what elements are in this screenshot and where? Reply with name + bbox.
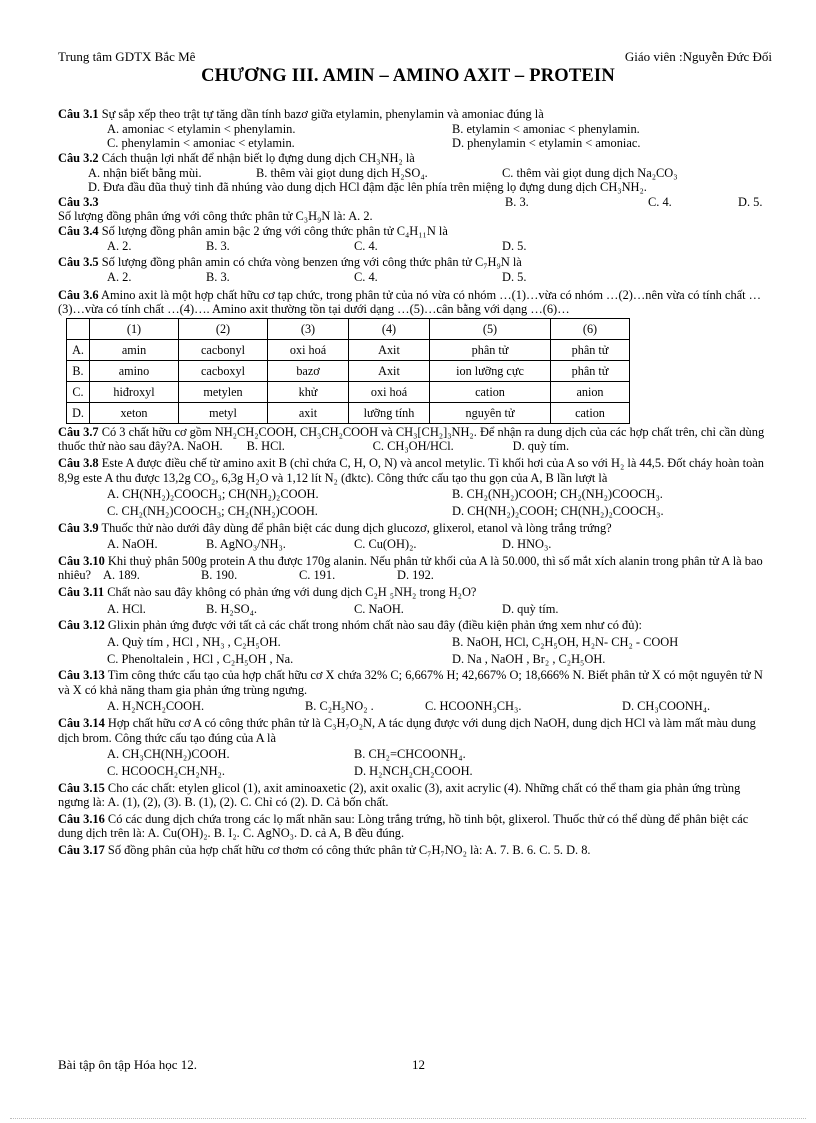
- option-c: C. 191.: [299, 568, 336, 583]
- question-stem: Số lượng đồng phân amin bậc 2 ứng với công thức phân tử C₄H₁₁N là: [98, 224, 448, 238]
- table-cell: hiđroxyl: [90, 381, 179, 402]
- question-3-3: [58, 195, 772, 224]
- table-cell: Axit: [349, 339, 430, 360]
- option-b: B. etylamin < amoniac < phenylamin.: [452, 121, 640, 136]
- question-stem: Sự sắp xếp theo trật tự tăng dần tính bazơ giữa etylamin, phenylamin và amoniac đúng là: [98, 107, 544, 121]
- option-b: B. thêm vài giọt dung dịch H₂SO₄.: [256, 165, 428, 180]
- table-cell: metylen: [179, 381, 268, 402]
- option-d: D. 192.: [397, 568, 434, 583]
- question-stem: Este A được điều chế từ amino axit B (chỉ chứa C, H, O, N) và ancol metylic. Tỉ khối hơi của A so với H₂ là 44,5. Đốt cháy hoàn toàn 8,9g este A thu được 13,2g CO₂, 6,3g H₂O và 1,12 lít N₂ (đktc). Công thức cấu tạo thu gọn của A, B lần lượt là: [58, 456, 764, 485]
- question-number: Câu 3.11: [58, 585, 105, 599]
- question-3-2: [58, 151, 772, 195]
- question-number: Câu 3.8: [58, 456, 99, 470]
- question-stem: Amino axit là một hợp chất hữu cơ tạp chức, trong phân tử của nó vừa có nhóm …(1)…vừa có nhóm …(2)…nên vừa có tính chất …(3)…vừa có tính chất …(4)…. Amino axit thường tồn tại dưới dạng …(5)…cân bằng với dạng …(6)…: [58, 287, 762, 317]
- table-row: [67, 339, 630, 360]
- question-3-4: [58, 224, 772, 253]
- table-header: (3): [268, 318, 349, 339]
- table-header: (6): [551, 318, 630, 339]
- option-b: B. 3.: [206, 238, 230, 253]
- option-d: D. CH₃COONH₄.: [622, 699, 711, 714]
- question-3-16: [58, 812, 772, 841]
- option-b: B. 3.: [206, 269, 230, 284]
- table-header: [67, 318, 90, 339]
- table-header: (1): [90, 318, 179, 339]
- question-stem: Khi thuỷ phân 500g protein A thu được 170g alanin. Nếu phân tử khối của A là 50.000, thì số mắt xích alanin trong phân tử A là bao nhiêu?: [58, 553, 763, 583]
- question-stem: Số lượng đồng phân ứng với công thức phân tử C₃H₉N là: A. 2.: [58, 209, 373, 224]
- table-cell: A.: [67, 339, 90, 360]
- question-3-1: [58, 107, 772, 151]
- table-cell: oxi hoá: [349, 381, 430, 402]
- table-cell: D.: [67, 402, 90, 423]
- table-cell: phân tử: [551, 360, 630, 381]
- question-stem: Có 3 chất hữu cơ gồm NH₂CH₂COOH, CH₃CH₂COOH và CH₃[CH₂]₃NH₂. Để nhận ra dung dịch của các hợp chất trên, chỉ cần dùng thuốc thử nào sau đây?A. NaOH.: [58, 424, 765, 454]
- table-cell: metyl: [179, 402, 268, 423]
- option-d: D. CH(NH₂)₂COOH; CH(NH₂)₂COOCH₃.: [452, 503, 664, 518]
- option-c: C. CH₂(NH₂)COOCH₃; CH₂(NH₂)COOH.: [107, 503, 318, 518]
- question-stem: Có các dung dịch chứa trong các lọ mất nhãn sau: Lòng trắng trứng, hồ tinh bột, glixerol. Thuốc thử có thể dùng để phân biệt các dung dịch trên là: A. Cu(OH)₂. B. I₂. C. AgNO₃. D. cả A, B đều đúng.: [58, 811, 749, 841]
- option-a: A. CH₃CH(NH₂)COOH.: [107, 747, 230, 762]
- question-3-11: [58, 585, 772, 616]
- table-cell: anion: [551, 381, 630, 402]
- question-number: Câu 3.4: [58, 224, 99, 238]
- table-cell: oxi hoá: [268, 339, 349, 360]
- option-d: D. Đưa đầu đũa thuỷ tinh đã nhúng vào dung dịch HCl đậm đặc lên phía trên miệng lọ đựng dung dịch CH₃NH₂.: [88, 180, 647, 195]
- table-cell: cation: [551, 402, 630, 423]
- question-stem: Hợp chất hữu cơ A có công thức phân tử là C₃H₇O₂N, A tác dụng được với dung dịch NaOH, dung dịch HCl và làm mất màu dung dịch brom. Công thức cấu tạo đúng của A là: [58, 716, 756, 745]
- question-3-9: [58, 521, 772, 552]
- option-b: B. C₂H₅NO₂ .: [305, 699, 374, 714]
- option-d: D. quỳ tím.: [502, 601, 559, 616]
- question-3-13: [58, 668, 772, 714]
- question-stem: Cho các chất: etylen glicol (1), axit aminoaxetic (2), axit oxalic (3), axit acrylic (4). Những chất có thể tham gia phản ứng trùng ngưng là: A. (1), (2), (3). B. (1), (2). C. Chỉ có (2). D. Cả bốn chất.: [58, 780, 741, 810]
- option-d: D. Na , NaOH , Br₂ , C₂H₅OH.: [452, 651, 606, 666]
- table-cell: Axit: [349, 360, 430, 381]
- option-c: C. HCOONH₃CH₃.: [425, 699, 522, 714]
- option-a: A. 189.: [103, 568, 140, 583]
- question-stem: Thuốc thử nào dưới đây dùng để phân biệt các dung dịch glucozơ, glixerol, etanol và lòng trắng trứng?: [98, 520, 612, 535]
- table-cell: cacbonyl: [179, 339, 268, 360]
- table-cell: amin: [90, 339, 179, 360]
- answer-table: [66, 318, 630, 424]
- table-cell: phân tử: [551, 339, 630, 360]
- option-c: C. 4.: [354, 238, 378, 253]
- question-stem: Số đồng phân của hợp chất hữu cơ thơm có công thức phân tử C₇H₇NO₂ là: A. 7. B. 6. C. 5. D. 8.: [104, 843, 591, 857]
- option-a: A. 2.: [107, 238, 132, 253]
- option-a: A. NaOH.: [107, 537, 158, 552]
- option-c: C. Cu(OH)₂.: [354, 537, 417, 552]
- question-number: Câu 3.2: [58, 150, 99, 165]
- question-3-17: [58, 843, 772, 858]
- table-cell: khử: [268, 381, 349, 402]
- option-c: C. 4.: [354, 269, 378, 284]
- question-3-6: [58, 288, 772, 424]
- table-cell: lưỡng tính: [349, 402, 430, 423]
- option-b: B. 190.: [201, 568, 238, 583]
- table-cell: phân tử: [430, 339, 551, 360]
- table-cell: nguyên tử: [430, 402, 551, 423]
- option-d: D. quỳ tím.: [512, 439, 570, 454]
- question-3-8: [58, 456, 772, 519]
- option-d: D. H₂NCH₂CH₂COOH.: [354, 763, 473, 778]
- footer-text: Bài tập ôn tập Hóa học 12.: [58, 1057, 197, 1072]
- option-d: D. phenylamin < etylamin < amoniac.: [452, 136, 641, 151]
- option-c: C. HCOOCH₂CH₂NH₂.: [107, 763, 225, 778]
- option-b: B. HCl.: [246, 439, 285, 454]
- question-stem: Glixin phản ứng được với tất cả các chất trong nhóm chất nào sau đây (điều kiện phản ứng xem như có đủ):: [104, 618, 642, 633]
- question-number: Câu 3.15: [58, 780, 105, 795]
- option-a: A. amoniac < etylamin < phenylamin.: [107, 121, 296, 136]
- question-stem: Cách thuận lợi nhất để nhận biết lọ đựng dung dịch CH₃NH₂ là: [98, 150, 415, 165]
- table-header: (5): [430, 318, 551, 339]
- table-cell: cation: [430, 381, 551, 402]
- table-header-row: [67, 318, 630, 339]
- option-b: B. 3.: [505, 194, 529, 209]
- option-c: C. phenylamin < amoniac < etylamin.: [107, 136, 295, 151]
- option-b: B. NaOH, HCl, C₂H₅OH, H₂N- CH₂ - COOH: [452, 634, 679, 649]
- table-row: [67, 402, 630, 423]
- option-d: D. 5.: [738, 194, 763, 209]
- question-3-5: [58, 255, 772, 284]
- question-number: Câu 3.6: [58, 287, 99, 302]
- option-a: A. 2.: [107, 269, 132, 284]
- option-c: C. CH₃OH/HCl.: [372, 439, 454, 454]
- option-d: D. 5.: [502, 269, 527, 284]
- question-number: Câu 3.3: [58, 194, 99, 209]
- table-cell: C.: [67, 381, 90, 402]
- option-a: A. HCl.: [107, 601, 146, 616]
- table-row: [67, 381, 630, 402]
- question-number: Câu 3.16: [58, 811, 105, 826]
- question-3-12: [58, 618, 772, 666]
- question-3-7: [58, 425, 772, 454]
- table-cell: cacboxyl: [179, 360, 268, 381]
- table-cell: bazơ: [268, 360, 349, 381]
- option-c: C. NaOH.: [354, 601, 404, 616]
- chapter-title: CHƯƠNG III. AMIN – AMINO AXIT – PROTEIN: [201, 66, 615, 86]
- question-number: Câu 3.10: [58, 553, 105, 568]
- table-header: (4): [349, 318, 430, 339]
- option-d: D. HNO₃.: [502, 537, 552, 552]
- page-bottom-rule: [10, 1118, 806, 1119]
- table-cell: xeton: [90, 402, 179, 423]
- question-number: Câu 3.1: [58, 107, 99, 121]
- option-a: A. H₂NCH₂COOH.: [107, 699, 205, 714]
- option-c: C. 4.: [648, 194, 672, 209]
- option-a: A. nhận biết bằng mùi.: [88, 165, 202, 180]
- table-header: (2): [179, 318, 268, 339]
- option-c: C. Phenoltalein , HCl , C₂H₅OH , Na.: [107, 651, 294, 666]
- question-3-15: [58, 781, 772, 810]
- question-3-14: [58, 716, 772, 779]
- option-b: B. AgNO₃/NH₃.: [206, 537, 286, 552]
- question-3-10: [58, 554, 772, 583]
- table-cell: B.: [67, 360, 90, 381]
- table-row: [67, 360, 630, 381]
- table-cell: ion lưỡng cực: [430, 360, 551, 381]
- page-number: 12: [412, 1057, 425, 1072]
- header-left: Trung tâm GDTX Bắc Mê: [58, 49, 196, 64]
- option-a: A. Quỳ tím , HCl , NH₃ , C₂H₅OH.: [107, 634, 281, 649]
- question-number: Câu 3.13: [58, 668, 105, 683]
- option-a: A. CH(NH₂)₂COOCH₃; CH(NH₂)₂COOH.: [107, 487, 319, 502]
- question-number: Câu 3.12: [58, 618, 105, 633]
- question-number: Câu 3.7: [58, 424, 99, 439]
- question-stem: Số lượng đồng phân amin có chứa vòng benzen ứng với công thức phân tử C₇H₉N là: [98, 255, 522, 270]
- question-number: Câu 3.5: [58, 255, 99, 270]
- question-list: [58, 107, 772, 858]
- option-b: B. CH₂=CHCOONH₄.: [354, 747, 466, 762]
- table-cell: amino: [90, 360, 179, 381]
- question-number: Câu 3.9: [58, 520, 99, 535]
- option-c: C. thêm vài giọt dung dịch Na₂CO₃: [502, 165, 678, 180]
- question-stem: Tìm công thức cấu tạo của hợp chất hữu cơ X chứa 32% C; 6,667% H; 42,667% O; 18,666% N. Biết phân tử X có một nguyên tử N và X có khả năng tham gia phản ứng trùng ngưng.: [58, 668, 763, 697]
- question-number: Câu 3.14: [58, 716, 105, 730]
- header-right: Giáo viên :Nguyễn Đức Đối: [624, 49, 772, 64]
- option-b: B. CH₂(NH₂)COOH; CH₂(NH₂)COOCH₃.: [452, 487, 663, 502]
- table-cell: axit: [268, 402, 349, 423]
- question-stem: Chất nào sau đây không có phản ứng với dung dịch C₂H ₅NH₂ trong H₂O?: [104, 585, 477, 599]
- option-b: B. H₂SO₄.: [206, 601, 257, 616]
- question-number: Câu 3.17: [58, 843, 105, 857]
- option-d: D. 5.: [502, 238, 527, 253]
